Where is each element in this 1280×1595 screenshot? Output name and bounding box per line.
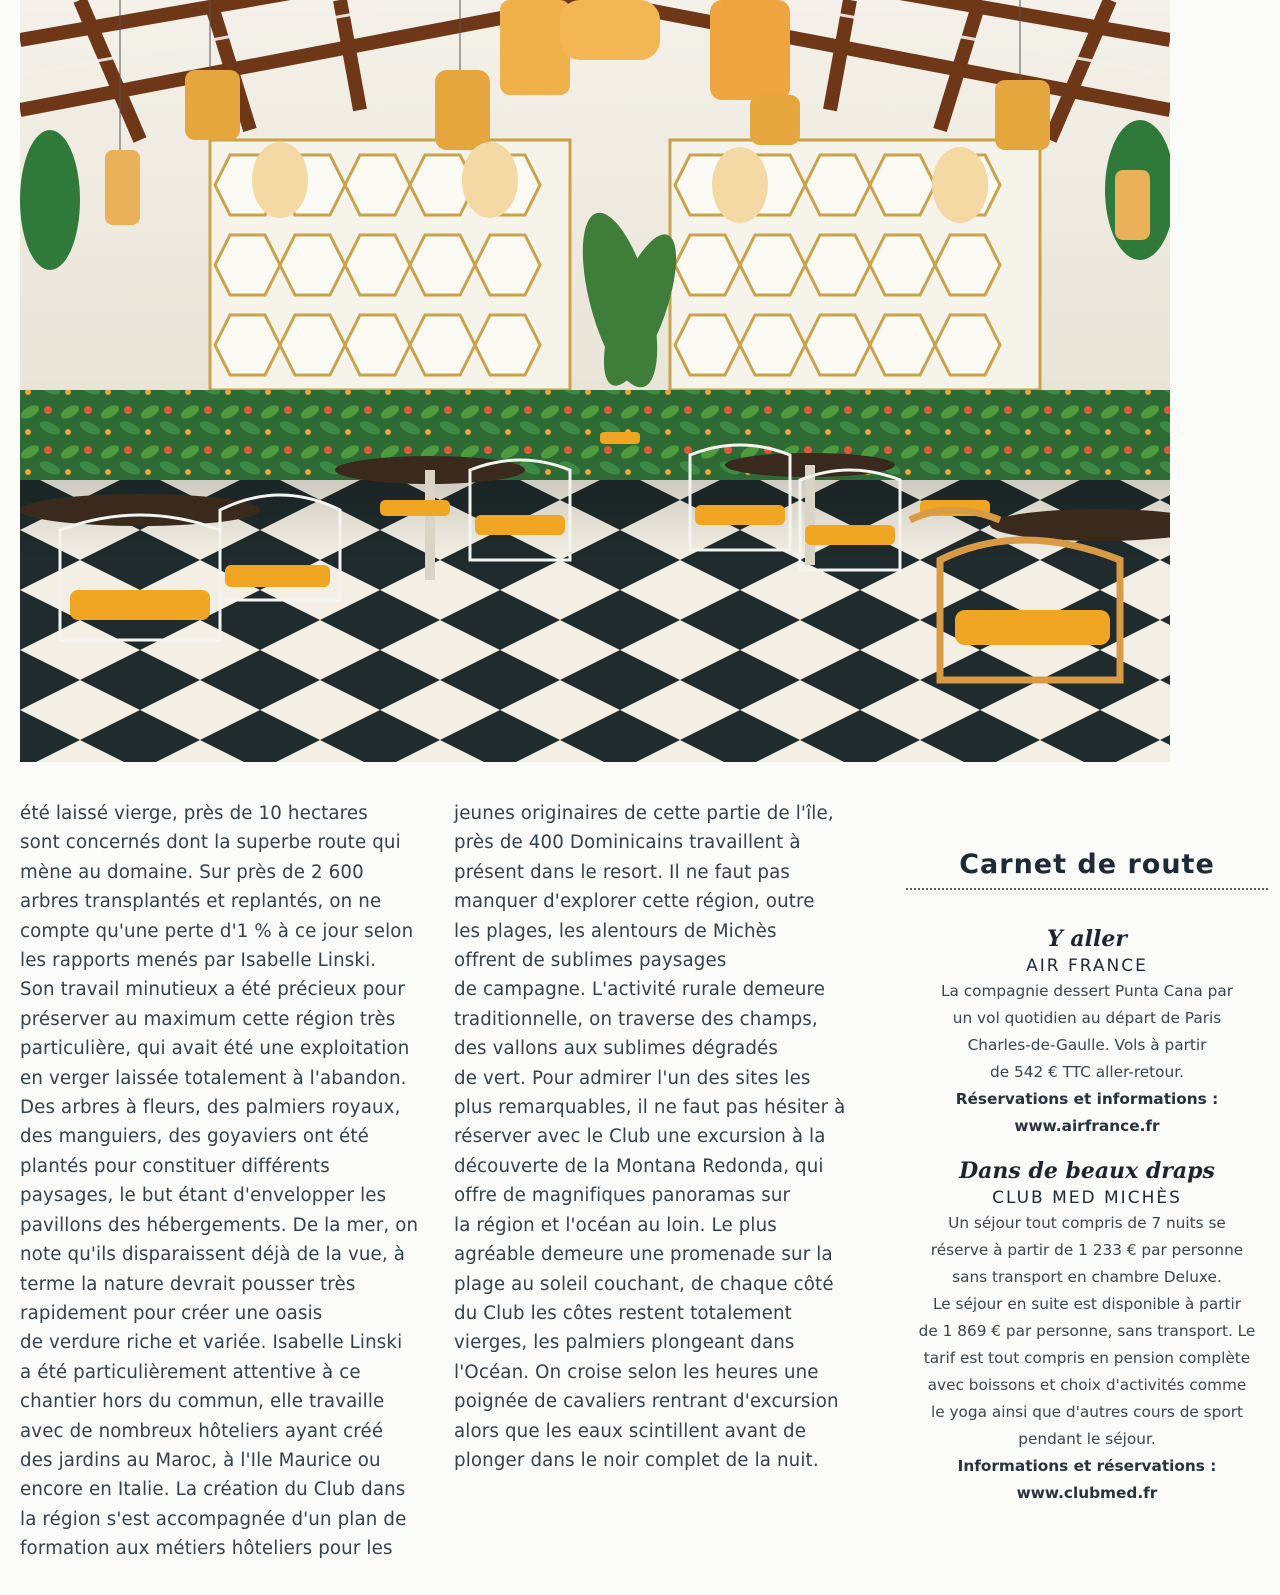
text-line: les plages, les alentours de Michès bbox=[454, 920, 777, 942]
section-info-club-med bbox=[906, 1453, 1268, 1507]
text-line: manquer d'explorer cette région, outre bbox=[454, 891, 815, 913]
info-label: Réservations et informations : bbox=[955, 1090, 1219, 1108]
text-line: mène au domaine. Sur près de 2 600 bbox=[20, 861, 364, 883]
text-line: Un séjour tout compris de 7 nuits se bbox=[948, 1214, 1226, 1232]
text-line: arbres transplantés et replantés, on ne bbox=[20, 891, 382, 913]
text-line: de vert. Pour admirer l'un des sites les bbox=[454, 1067, 811, 1089]
section-info-air-france bbox=[906, 1086, 1268, 1140]
text-line: pavillons des hébergements. De la mer, on bbox=[20, 1214, 419, 1236]
text-line: du Club les côtes restent totalement bbox=[454, 1302, 792, 1324]
text-line: de verdure riche et variée. Isabelle Linski bbox=[20, 1332, 403, 1354]
text-line: particulière, qui avait été une exploitation bbox=[20, 1038, 410, 1060]
text-line: Des arbres à fleurs, des palmiers royaux, bbox=[20, 1097, 401, 1119]
airfrance-link[interactable]: www.airfrance.fr bbox=[1014, 1117, 1160, 1135]
text-line: Charles-de-Gaulle. Vols à partir bbox=[967, 1036, 1207, 1054]
section-subheading-club-med: CLUB MED MICHÈS bbox=[992, 1188, 1182, 1208]
text-line: présent dans le resort. Il ne faut pas bbox=[454, 861, 791, 883]
text-line: agréable demeure une promenade sur la bbox=[454, 1244, 833, 1266]
tropical-wallpaper-band bbox=[20, 390, 1170, 480]
text-line: paysages, le but étant d'envelopper les bbox=[20, 1185, 387, 1207]
text-line: traditionnelle, on traverse des champs, bbox=[454, 1008, 818, 1030]
text-line: avec boissons et choix d'activités comme bbox=[927, 1376, 1247, 1394]
text-line: des jardins au Maroc, à l'Ile Maurice ou bbox=[20, 1449, 381, 1471]
text-line: la région et l'océan au loin. Le plus bbox=[454, 1214, 777, 1236]
text-line: jeunes originaires de cette partie de l'île, bbox=[454, 803, 834, 824]
text-line: rapidement pour créer une oasis bbox=[20, 1302, 323, 1324]
text-line: compte qu'une perte d'1 % à ce jour selon bbox=[20, 920, 414, 942]
text-line: formation aux métiers hôteliers pour les bbox=[20, 1538, 393, 1560]
text-line: alors que les eaux scintillent avant de bbox=[454, 1420, 807, 1442]
text-line: encore en Italie. La création du Club dans bbox=[20, 1479, 406, 1501]
text-line: Son travail minutieux a été précieux pour bbox=[20, 979, 405, 1001]
text-line: les rapports menés par Isabelle Linski. bbox=[20, 950, 377, 972]
text-line: plus remarquables, il ne faut pas hésiter à bbox=[454, 1097, 846, 1119]
restaurant-photo bbox=[20, 0, 1170, 762]
text-line: été laissé vierge, près de 10 hectares bbox=[20, 803, 368, 824]
text-line: préserver au maximum cette région très bbox=[20, 1008, 396, 1030]
text-line: La compagnie dessert Punta Cana par bbox=[940, 982, 1233, 1000]
text-line: le yoga ainsi que d'autres cours de sport bbox=[930, 1403, 1244, 1421]
text-line: plage au soleil couchant, de chaque côté bbox=[454, 1273, 834, 1295]
text-line: terme la nature devrait pousser très bbox=[20, 1273, 356, 1295]
text-line: plonger dans le noir complet de la nuit. bbox=[454, 1449, 819, 1471]
article-column-1 bbox=[20, 799, 425, 1564]
text-line: Le séjour en suite est disponible à partir bbox=[932, 1295, 1242, 1313]
text-line: avec de nombreux hôteliers ayant créé bbox=[20, 1420, 384, 1442]
text-line: découverte de la Montana Redonda, qui bbox=[454, 1155, 824, 1177]
text-line: des manguiers, des goyaviers ont été bbox=[20, 1126, 369, 1148]
info-label: Informations et réservations : bbox=[957, 1457, 1217, 1475]
text-line: chantier hors du commun, elle travaille bbox=[20, 1391, 385, 1413]
text-line: offre de magnifiques panoramas sur bbox=[454, 1185, 791, 1207]
text-line: pendant le séjour. bbox=[1018, 1430, 1156, 1448]
text-line: sont concernés dont la superbe route qui bbox=[20, 832, 401, 854]
restaurant-interior-illustration bbox=[20, 0, 1170, 762]
text-line: la région s'est accompagnée d'un plan de bbox=[20, 1508, 407, 1530]
text-line: poignée de cavaliers rentrant d'excursion bbox=[454, 1391, 839, 1413]
article-column-2 bbox=[454, 799, 859, 1475]
text-line: vierges, les palmiers plongeant dans bbox=[454, 1332, 795, 1354]
text-line: des vallons aux sublimes dégradés bbox=[454, 1038, 779, 1060]
clubmed-link[interactable]: www.clubmed.fr bbox=[1016, 1484, 1158, 1502]
section-subheading-air-france: AIR FRANCE bbox=[1026, 956, 1148, 976]
carnet-de-route-sidebar bbox=[906, 848, 1268, 1507]
section-text-club-med bbox=[906, 1210, 1268, 1453]
text-line: sans transport en chambre Deluxe. bbox=[952, 1268, 1222, 1286]
text-line: l'Océan. On croise selon les heures une bbox=[454, 1361, 819, 1383]
sidebar-title: Carnet de route bbox=[959, 849, 1215, 880]
text-line: un vol quotidien au départ de Paris bbox=[952, 1009, 1222, 1027]
text-line: a été particulièrement attentive à ce bbox=[20, 1361, 361, 1383]
text-line: de campagne. L'activité rurale demeure bbox=[454, 979, 826, 1001]
text-line: près de 400 Dominicains travaillent à bbox=[454, 832, 801, 854]
dotted-divider bbox=[906, 888, 1268, 890]
text-line: offrent de sublimes paysages bbox=[454, 950, 727, 972]
section-text-air-france bbox=[906, 978, 1268, 1086]
text-line: de 1 869 € par personne, sans transport. Le bbox=[918, 1322, 1256, 1340]
section-heading-dans-de-beaux-draps: Dans de beaux draps bbox=[959, 1158, 1215, 1184]
text-line: réserver avec le Club une excursion à la bbox=[454, 1126, 826, 1148]
text-line: de 542 € TTC aller-retour. bbox=[990, 1063, 1184, 1081]
text-line: tarif est tout compris en pension complète bbox=[923, 1349, 1251, 1367]
section-heading-y-aller: Y aller bbox=[1047, 926, 1127, 952]
text-line: en verger laissée totalement à l'abandon. bbox=[20, 1067, 407, 1089]
text-line: plantés pour constituer différents bbox=[20, 1155, 330, 1177]
text-line: réserve à partir de 1 233 € par personne bbox=[930, 1241, 1244, 1259]
text-line: note qu'ils disparaissent déjà de la vue, à bbox=[20, 1244, 406, 1266]
